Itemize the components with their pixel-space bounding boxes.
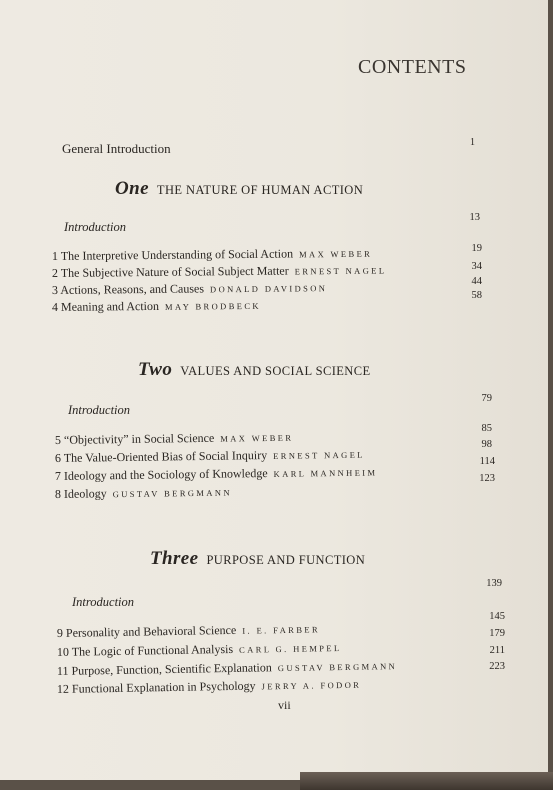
entry-author: JERRY A. FODOR — [261, 679, 362, 692]
toc-entry: 6 The Value-Oriented Bias of Social Inquiry ERNEST NAGEL — [54, 448, 365, 465]
entry-author: MAX WEBER — [220, 432, 294, 444]
part-introduction: Introduction — [72, 595, 135, 609]
part-title: PURPOSE AND FUNCTION — [206, 553, 366, 567]
toc-entry: 5 “Objectivity” in Social Science MAX WEBER — [54, 430, 294, 447]
toc-entry: 11 Purpose, Function, Scientific Explanation GUSTAV BERGMANN — [56, 660, 398, 678]
entry-author: CARL G. HEMPEL — [239, 643, 342, 655]
page-number: 34 — [471, 261, 482, 272]
toc-entry: 9 Personality and Behavioral Science I. E. FARBER — [56, 622, 321, 640]
entry-author: GUSTAV BERGMANN — [112, 487, 233, 500]
part-title: THE NATURE OF HUMAN ACTION — [156, 183, 364, 197]
page-number: 211 — [489, 645, 505, 656]
part-title: VALUES AND SOCIAL SCIENCE — [180, 364, 371, 378]
page-number: 223 — [489, 661, 505, 672]
part-heading — [138, 359, 371, 381]
page-folio: vii — [278, 698, 291, 712]
part-heading — [115, 178, 363, 200]
toc-entry: 1 The Interpretive Understanding of Social Action MAX WEBER — [51, 246, 373, 263]
part-number: Two — [138, 359, 173, 380]
part-number: One — [115, 178, 149, 199]
part-number: Three — [150, 548, 199, 569]
toc-entry: 8 Ideology GUSTAV BERGMANN — [54, 486, 233, 501]
part-heading — [150, 548, 365, 570]
entry-author: ERNEST NAGEL — [273, 449, 365, 461]
part-introduction: Introduction — [68, 403, 131, 417]
toc-entry: 10 The Logic of Functional Analysis CARL G. HEMPEL — [56, 641, 342, 659]
general-introduction-page: 1 — [470, 137, 475, 148]
page-number: 123 — [479, 473, 495, 484]
entry-author: GUSTAV BERGMANN — [277, 661, 398, 674]
page-number: 19 — [471, 243, 482, 254]
page-title: CONTENTS — [358, 56, 467, 78]
general-introduction-label: General Introduction — [62, 141, 171, 156]
page-number: 145 — [489, 611, 505, 622]
book-edge-shadow — [300, 772, 553, 790]
entry-author: I. E. FARBER — [242, 624, 321, 636]
page-number: 85 — [481, 423, 492, 434]
toc-entry: 2 The Subjective Nature of Social Subject Matter ERNEST NAGEL — [51, 263, 387, 280]
entry-author: ERNEST NAGEL — [294, 265, 387, 277]
toc-entry: 12 Functional Explanation in Psychology JERRY A. FODOR — [56, 678, 362, 696]
part-introduction: Introduction — [64, 220, 127, 234]
page-number: 114 — [479, 456, 495, 467]
page-number: 44 — [471, 276, 482, 287]
page-number: 139 — [486, 578, 502, 589]
page-number: 13 — [469, 212, 480, 223]
page-number: 79 — [481, 393, 492, 404]
page-number: 179 — [489, 628, 505, 639]
entry-author: MAX WEBER — [299, 248, 373, 260]
entry-author: DONALD DAVIDSON — [209, 283, 328, 295]
entry-author: MAY BRODBECK — [164, 300, 261, 312]
page-number: 98 — [481, 439, 492, 450]
toc-entry: 3 Actions, Reasons, and Causes DONALD DAVIDSON — [51, 281, 328, 297]
toc-entry: 7 Ideology and the Sociology of Knowledge KARL MANNHEIM — [54, 466, 378, 483]
page-number: 58 — [471, 290, 482, 301]
toc-entry: 4 Meaning and Action MAY BRODBECK — [51, 298, 261, 314]
entry-author: KARL MANNHEIM — [273, 467, 378, 479]
